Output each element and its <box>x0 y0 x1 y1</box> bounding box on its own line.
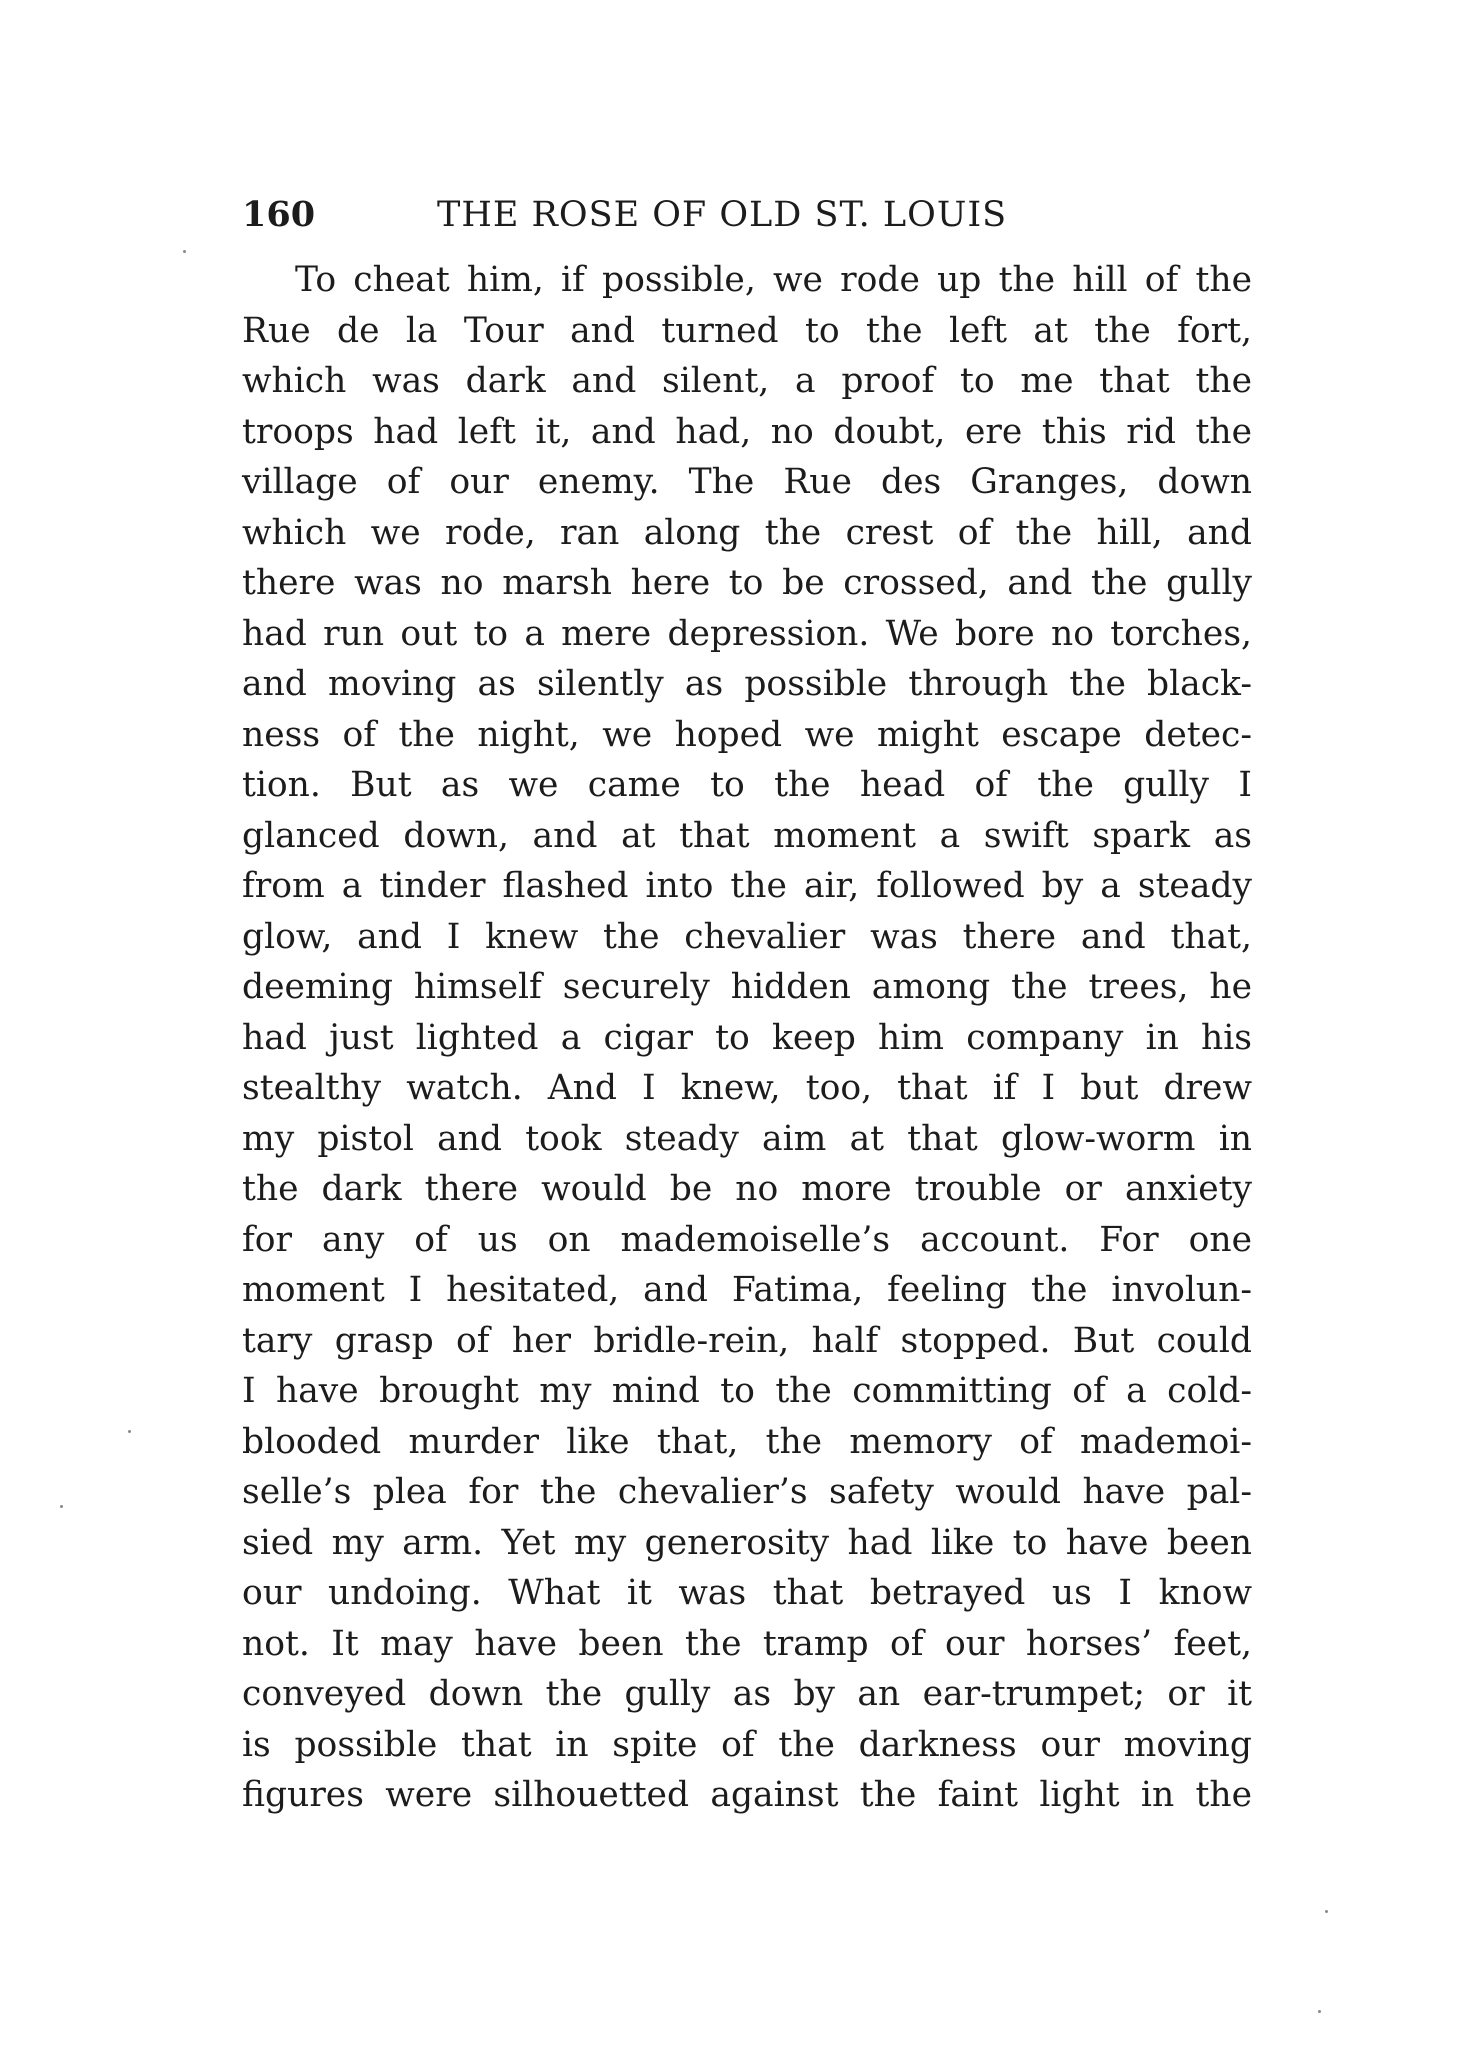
text-line: not. It may have been the tramp of our horses’ feet, <box>242 1623 1252 1664</box>
page-header <box>242 191 1062 239</box>
body-paragraph <box>242 255 1252 1821</box>
page-number: 160 <box>242 194 316 235</box>
text-line: deeming himself securely hidden among the trees, he <box>242 967 1252 1007</box>
text-line: ness of the night, we hoped we might escape detec- <box>242 714 1252 755</box>
text-line: there was no marsh here to be crossed, and the gully <box>242 563 1252 603</box>
text-line: had run out to a mere depression. We bore no torches, <box>242 613 1252 654</box>
paper-speck <box>183 250 186 253</box>
paper-speck <box>1318 2010 1321 2013</box>
text-line: moment I hesitated, and Fatima, feeling the involun- <box>242 1270 1252 1310</box>
running-head-title: THE ROSE OF OLD ST. LOUIS <box>437 195 1008 235</box>
text-line: conveyed down the gully as by an ear-trumpet; or it <box>242 1674 1252 1714</box>
text-line: figures were silhouetted against the faint light in the <box>242 1775 1252 1815</box>
paper-speck <box>1325 1910 1328 1913</box>
text-line: and moving as silently as possible through the black- <box>242 664 1252 704</box>
text-line: I have brought my mind to the committing of a cold- <box>242 1371 1252 1411</box>
text-line: which was dark and silent, a proof to me that the <box>242 361 1252 401</box>
text-line: from a tinder flashed into the air, followed by a steady <box>242 866 1252 906</box>
text-line: Rue de la Tour and turned to the left at the fort, <box>242 310 1252 351</box>
paper-speck <box>60 1505 63 1508</box>
text-line: my pistol and took steady aim at that glow-worm in <box>242 1118 1252 1159</box>
text-line: glanced down, and at that moment a swift spark as <box>242 815 1252 856</box>
text-line: village of our enemy. The Rue des Granges, down <box>242 462 1252 502</box>
text-line: for any of us on mademoiselle’s account. For one <box>242 1219 1252 1260</box>
text-line: the dark there would be no more trouble or anxiety <box>242 1169 1252 1209</box>
text-line: selle’s plea for the chevalier’s safety would have pal- <box>242 1472 1252 1512</box>
text-line: To cheat him, if possible, we rode up the hill of the <box>295 260 1252 300</box>
text-line: sied my arm. Yet my generosity had like to have been <box>242 1522 1252 1563</box>
text-line: is possible that in spite of the darkness our moving <box>242 1724 1252 1765</box>
paper-speck <box>128 1430 131 1433</box>
text-line: which we rode, ran along the crest of the hill, and <box>242 512 1252 553</box>
text-line: stealthy watch. And I knew, too, that if I but drew <box>242 1068 1252 1108</box>
text-line: glow, and I knew the chevalier was there and that, <box>242 916 1252 957</box>
text-line: tary grasp of her bridle-rein, half stopped. But could <box>242 1320 1252 1361</box>
text-line: troops had left it, and had, no doubt, ere this rid the <box>242 411 1252 452</box>
text-line: tion. But as we came to the head of the gully I <box>242 765 1252 805</box>
text-line: had just lighted a cigar to keep him company in his <box>242 1017 1252 1058</box>
text-line: blooded murder like that, the memory of mademoi- <box>242 1421 1252 1462</box>
text-line: our undoing. What it was that betrayed us I know <box>242 1573 1252 1613</box>
